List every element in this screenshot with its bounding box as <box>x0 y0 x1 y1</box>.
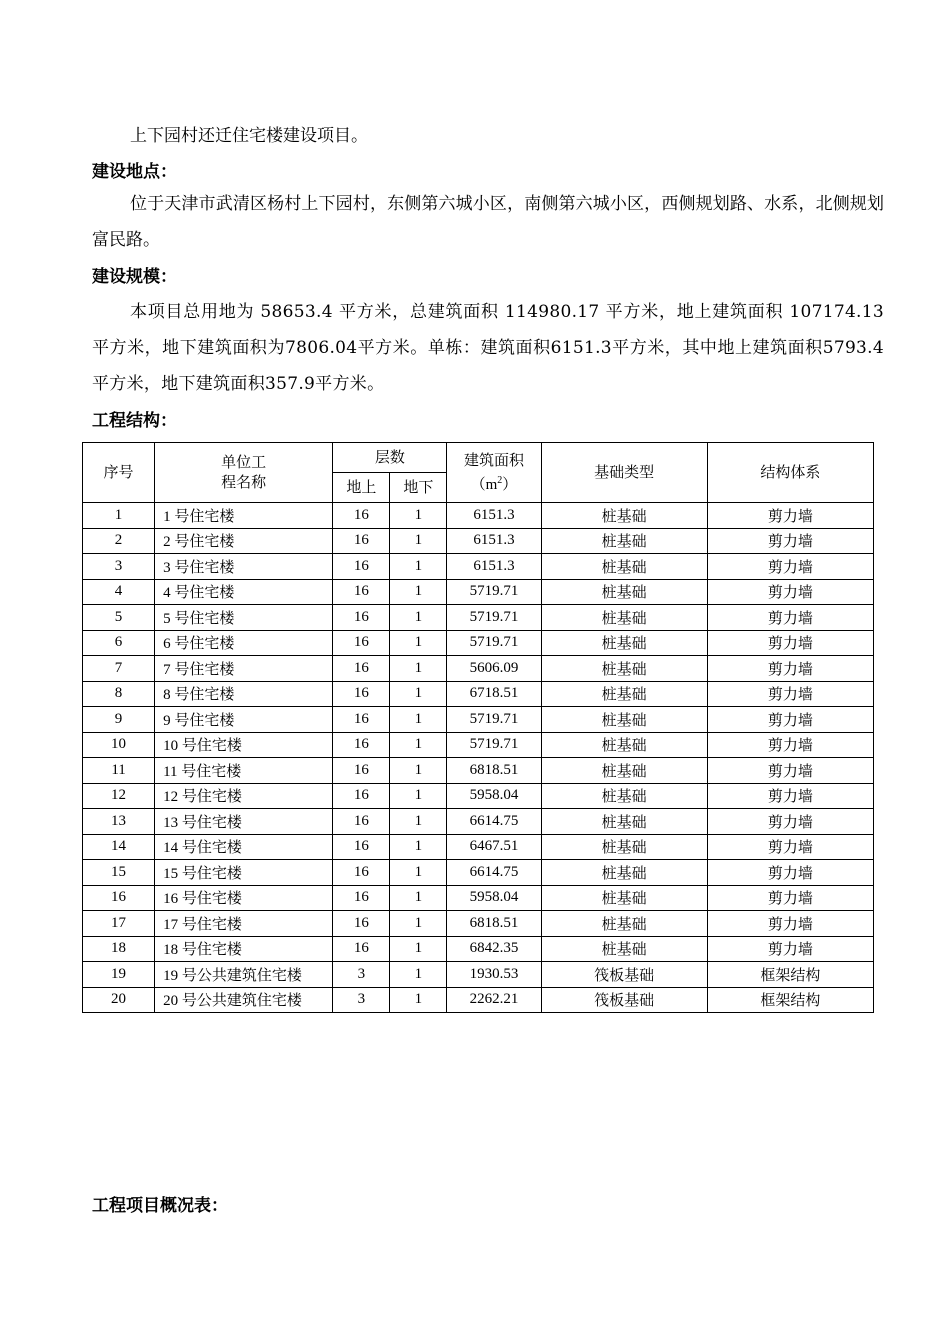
cell-name: 4 号住宅楼 <box>155 579 333 605</box>
cell-above: 16 <box>333 554 390 580</box>
cell-system: 框架结构 <box>707 962 873 988</box>
table-row <box>83 528 874 554</box>
cell-area: 2262.21 <box>447 987 541 1013</box>
cell-foundation: 桩基础 <box>541 911 707 937</box>
cell-no: 20 <box>83 987 155 1013</box>
table-row <box>83 758 874 784</box>
cell-name: 8 号住宅楼 <box>155 681 333 707</box>
cell-foundation: 桩基础 <box>541 579 707 605</box>
cell-no: 5 <box>83 605 155 631</box>
cell-above: 16 <box>333 528 390 554</box>
cell-system: 剪力墙 <box>707 860 873 886</box>
cell-below: 1 <box>390 681 447 707</box>
cell-area: 5719.71 <box>447 732 541 758</box>
header-below: 地下 <box>390 473 447 503</box>
header-name-line2: 程名称 <box>221 474 267 491</box>
table-row <box>83 885 874 911</box>
table-row <box>83 860 874 886</box>
cell-above: 16 <box>333 503 390 529</box>
cell-system: 剪力墙 <box>707 834 873 860</box>
cell-above: 16 <box>333 732 390 758</box>
header-area-line1: 建筑面积 <box>463 452 524 469</box>
cell-area: 6842.35 <box>447 936 541 962</box>
cell-name: 7 号住宅楼 <box>155 656 333 682</box>
cell-above: 16 <box>333 809 390 835</box>
cell-name: 3 号住宅楼 <box>155 554 333 580</box>
cell-below: 1 <box>390 987 447 1013</box>
cell-area: 5958.04 <box>447 885 541 911</box>
table-row <box>83 605 874 631</box>
cell-above: 16 <box>333 605 390 631</box>
cell-foundation: 桩基础 <box>541 707 707 733</box>
cell-above: 16 <box>333 885 390 911</box>
cell-area: 6818.51 <box>447 911 541 937</box>
cell-name: 15 号住宅楼 <box>155 860 333 886</box>
cell-above: 16 <box>333 656 390 682</box>
header-area-unit-sup: 2 <box>497 474 503 486</box>
cell-no: 11 <box>83 758 155 784</box>
cell-system: 剪力墙 <box>707 681 873 707</box>
cell-system: 框架结构 <box>707 987 873 1013</box>
cell-name: 16 号住宅楼 <box>155 885 333 911</box>
header-area-unit-open: （m <box>470 476 498 493</box>
cell-below: 1 <box>390 962 447 988</box>
cell-name: 13 号住宅楼 <box>155 809 333 835</box>
cell-no: 18 <box>83 936 155 962</box>
table-row <box>83 681 874 707</box>
cell-no: 9 <box>83 707 155 733</box>
cell-area: 6614.75 <box>447 809 541 835</box>
cell-system: 剪力墙 <box>707 630 873 656</box>
cell-foundation: 筏板基础 <box>541 962 707 988</box>
cell-no: 10 <box>83 732 155 758</box>
cell-name: 5 号住宅楼 <box>155 605 333 631</box>
cell-no: 14 <box>83 834 155 860</box>
scale-text: 本项目总用地为 58653.4 平方米，总建筑面积 114980.17 平方米，地上建筑面积 107174.13平方米，地下建筑面积为7806.04平方米。单栋：建筑面积6151.3平方米，其中地上建筑面积5793.4平方米，地下建筑面积357.9平方米。 <box>92 302 884 394</box>
location-text: 位于天津市武清区杨村上下园村，东侧第六城小区，南侧第六城小区，西侧规划路、水系，北侧规划富民路。 <box>92 194 884 250</box>
cell-no: 12 <box>83 783 155 809</box>
cell-area: 6151.3 <box>447 554 541 580</box>
cell-system: 剪力墙 <box>707 936 873 962</box>
cell-area: 5719.71 <box>447 579 541 605</box>
cell-system: 剪力墙 <box>707 809 873 835</box>
table-row <box>83 987 874 1013</box>
cell-area: 1930.53 <box>447 962 541 988</box>
structure-heading: 工程结构： <box>92 411 177 431</box>
intro-line: 上下园村还迁住宅楼建设项目。 <box>130 126 368 146</box>
cell-below: 1 <box>390 860 447 886</box>
cell-below: 1 <box>390 503 447 529</box>
cell-system: 剪力墙 <box>707 707 873 733</box>
cell-system: 剪力墙 <box>707 758 873 784</box>
cell-no: 3 <box>83 554 155 580</box>
cell-name: 6 号住宅楼 <box>155 630 333 656</box>
cell-foundation: 桩基础 <box>541 681 707 707</box>
table-row <box>83 554 874 580</box>
cell-system: 剪力墙 <box>707 554 873 580</box>
cell-area: 5719.71 <box>447 630 541 656</box>
cell-no: 2 <box>83 528 155 554</box>
header-above: 地上 <box>333 473 390 503</box>
cell-above: 3 <box>333 962 390 988</box>
cell-below: 1 <box>390 656 447 682</box>
cell-area: 6151.3 <box>447 528 541 554</box>
cell-system: 剪力墙 <box>707 579 873 605</box>
cell-below: 1 <box>390 758 447 784</box>
cell-name: 10 号住宅楼 <box>155 732 333 758</box>
cell-above: 16 <box>333 630 390 656</box>
cell-foundation: 桩基础 <box>541 630 707 656</box>
cell-system: 剪力墙 <box>707 732 873 758</box>
cell-system: 剪力墙 <box>707 911 873 937</box>
cell-below: 1 <box>390 605 447 631</box>
cell-area: 6718.51 <box>447 681 541 707</box>
cell-name: 9 号住宅楼 <box>155 707 333 733</box>
cell-foundation: 桩基础 <box>541 528 707 554</box>
cell-no: 8 <box>83 681 155 707</box>
cell-above: 3 <box>333 987 390 1013</box>
cell-name: 17 号住宅楼 <box>155 911 333 937</box>
cell-no: 7 <box>83 656 155 682</box>
cell-foundation: 桩基础 <box>541 656 707 682</box>
cell-name: 12 号住宅楼 <box>155 783 333 809</box>
cell-above: 16 <box>333 579 390 605</box>
table-row <box>83 503 874 529</box>
cell-foundation: 桩基础 <box>541 860 707 886</box>
cell-below: 1 <box>390 936 447 962</box>
cell-area: 6818.51 <box>447 758 541 784</box>
cell-above: 16 <box>333 758 390 784</box>
cell-foundation: 桩基础 <box>541 885 707 911</box>
scale-heading: 建设规模： <box>92 267 177 287</box>
cell-below: 1 <box>390 911 447 937</box>
cell-name: 18 号住宅楼 <box>155 936 333 962</box>
cell-foundation: 桩基础 <box>541 503 707 529</box>
cell-below: 1 <box>390 732 447 758</box>
cell-system: 剪力墙 <box>707 528 873 554</box>
cell-system: 剪力墙 <box>707 783 873 809</box>
cell-below: 1 <box>390 630 447 656</box>
cell-below: 1 <box>390 809 447 835</box>
cell-system: 剪力墙 <box>707 503 873 529</box>
cell-foundation: 桩基础 <box>541 834 707 860</box>
cell-foundation: 筏板基础 <box>541 987 707 1013</box>
cell-below: 1 <box>390 885 447 911</box>
cell-no: 17 <box>83 911 155 937</box>
location-heading: 建设地点： <box>92 162 177 182</box>
table-row <box>83 579 874 605</box>
cell-area: 5719.71 <box>447 707 541 733</box>
project-structure-table <box>82 442 874 1013</box>
header-name <box>155 443 333 503</box>
header-area-line2 <box>447 471 540 495</box>
cell-no: 16 <box>83 885 155 911</box>
cell-area: 5719.71 <box>447 605 541 631</box>
table-row <box>83 936 874 962</box>
cell-no: 13 <box>83 809 155 835</box>
header-no: 序号 <box>83 443 155 503</box>
cell-system: 剪力墙 <box>707 885 873 911</box>
cell-system: 剪力墙 <box>707 656 873 682</box>
cell-name: 1 号住宅楼 <box>155 503 333 529</box>
cell-foundation: 桩基础 <box>541 758 707 784</box>
cell-foundation: 桩基础 <box>541 605 707 631</box>
cell-area: 5958.04 <box>447 783 541 809</box>
cell-name: 11 号住宅楼 <box>155 758 333 784</box>
header-name-line1: 单位工 <box>221 454 267 471</box>
cell-below: 1 <box>390 783 447 809</box>
header-area-unit-close: ） <box>502 476 518 493</box>
table-row <box>83 707 874 733</box>
table-row <box>83 834 874 860</box>
cell-area: 6151.3 <box>447 503 541 529</box>
cell-no: 15 <box>83 860 155 886</box>
header-floors: 层数 <box>333 443 447 473</box>
table-row <box>83 962 874 988</box>
cell-foundation: 桩基础 <box>541 554 707 580</box>
cell-above: 16 <box>333 911 390 937</box>
cell-no: 19 <box>83 962 155 988</box>
overview-heading: 工程项目概况表： <box>92 1196 228 1216</box>
table-body <box>83 503 874 1013</box>
cell-no: 4 <box>83 579 155 605</box>
cell-name: 20 号公共建筑住宅楼 <box>155 987 333 1013</box>
cell-above: 16 <box>333 936 390 962</box>
cell-name: 19 号公共建筑住宅楼 <box>155 962 333 988</box>
cell-above: 16 <box>333 860 390 886</box>
table-row <box>83 656 874 682</box>
header-foundation: 基础类型 <box>541 443 707 503</box>
cell-area: 6467.51 <box>447 834 541 860</box>
cell-area: 6614.75 <box>447 860 541 886</box>
cell-below: 1 <box>390 554 447 580</box>
cell-name: 2 号住宅楼 <box>155 528 333 554</box>
cell-above: 16 <box>333 681 390 707</box>
cell-above: 16 <box>333 783 390 809</box>
cell-area: 5606.09 <box>447 656 541 682</box>
table-row <box>83 630 874 656</box>
cell-foundation: 桩基础 <box>541 936 707 962</box>
cell-below: 1 <box>390 579 447 605</box>
header-system: 结构体系 <box>707 443 873 503</box>
cell-foundation: 桩基础 <box>541 783 707 809</box>
table-row <box>83 732 874 758</box>
cell-system: 剪力墙 <box>707 605 873 631</box>
table-row <box>83 911 874 937</box>
cell-above: 16 <box>333 834 390 860</box>
cell-foundation: 桩基础 <box>541 809 707 835</box>
cell-below: 1 <box>390 528 447 554</box>
cell-no: 6 <box>83 630 155 656</box>
cell-below: 1 <box>390 707 447 733</box>
cell-name: 14 号住宅楼 <box>155 834 333 860</box>
table-row <box>83 783 874 809</box>
header-area <box>447 443 541 503</box>
cell-above: 16 <box>333 707 390 733</box>
table-row <box>83 809 874 835</box>
cell-foundation: 桩基础 <box>541 732 707 758</box>
cell-below: 1 <box>390 834 447 860</box>
cell-no: 1 <box>83 503 155 529</box>
